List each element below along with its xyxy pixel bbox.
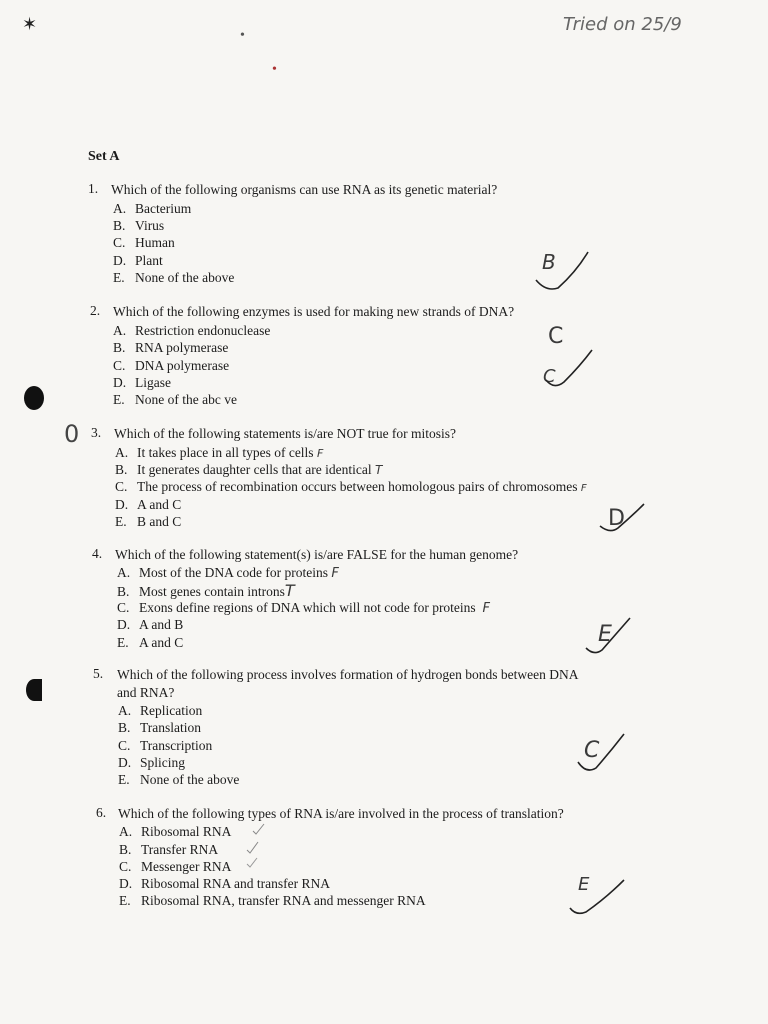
- check-mark-icon: [582, 614, 634, 658]
- option: C. Messenger RNA: [119, 859, 232, 874]
- check-mark-icon: [540, 346, 596, 392]
- option: E. None of the abc ve: [113, 392, 237, 407]
- option: D. A and B: [117, 617, 184, 632]
- handwritten-answer-alt: C: [543, 366, 556, 387]
- handwritten-answer: C: [584, 738, 600, 763]
- option: E. B and C: [115, 514, 182, 529]
- option: D. Splicing: [118, 755, 186, 770]
- option: B. Transfer RNA: [119, 842, 219, 857]
- option: E. A and C: [117, 635, 184, 650]
- handwritten-answer: E: [578, 874, 590, 895]
- option: B. RNA polymerase: [113, 340, 229, 355]
- option: D. Ligase: [113, 375, 171, 390]
- option: B. Translation: [118, 720, 202, 735]
- question-text: Which of the following process involves formation of hydrogen bonds between DNA: [117, 667, 579, 682]
- option: B. It generates daughter cells that are identical T: [115, 462, 383, 477]
- option: D. Plant: [113, 253, 163, 268]
- question-number: 4.: [92, 546, 103, 561]
- check-mark-icon: [566, 878, 628, 918]
- question-text: Which of the following statement(s) is/are FALSE for the human genome?: [115, 547, 519, 562]
- option: E. None of the above: [118, 772, 240, 787]
- option: C. Transcription: [118, 738, 213, 753]
- option: A. Ribosomal RNA: [119, 824, 232, 839]
- question-text: Which of the following organisms can use RNA as its genetic material?: [111, 182, 498, 197]
- ink-smudge: ✶: [22, 14, 38, 34]
- handwritten-answer: E: [598, 622, 612, 647]
- question-text: Which of the following enzymes is used for making new strands of DNA?: [113, 304, 515, 319]
- check-mark-icon: [596, 500, 648, 536]
- question-number: 2.: [90, 303, 101, 318]
- question-number: 3.: [91, 425, 102, 440]
- check-mark-icon: [574, 730, 628, 776]
- small-tick-icon: [246, 841, 260, 855]
- set-title: Set A: [88, 149, 120, 164]
- question-text-continued: and RNA?: [117, 685, 175, 700]
- check-mark-icon: [532, 248, 592, 294]
- handwritten-date-note: Tried on 25/9: [563, 14, 682, 35]
- option: D. A and C: [115, 497, 182, 512]
- option: A. Most of the DNA code for proteins F: [117, 565, 339, 581]
- margin-circle-note: 0: [64, 420, 80, 448]
- small-tick-icon: [246, 857, 258, 869]
- option: C. The process of recombination occurs between homologous pairs of chromosomes F: [115, 479, 587, 494]
- option: A. Replication: [118, 703, 203, 718]
- binder-hole: [24, 386, 44, 410]
- binder-hole: [26, 679, 42, 701]
- option: A. Bacterium: [113, 201, 192, 216]
- question-text: Which of the following types of RNA is/are involved in the process of translation?: [118, 806, 564, 821]
- option: B. Most genes contain intronsT: [117, 581, 295, 600]
- option: A. Restriction endonuclease: [113, 323, 271, 338]
- question-number: 5.: [93, 666, 104, 681]
- option: D. Ribosomal RNA and transfer RNA: [119, 876, 330, 891]
- option: C. DNA polymerase: [113, 358, 230, 373]
- option: E. Ribosomal RNA, transfer RNA and messenger RNA: [119, 893, 426, 908]
- option: E. None of the above: [113, 270, 235, 285]
- question-number: 1.: [88, 181, 99, 196]
- question-number: 6.: [96, 805, 107, 820]
- option: B. Virus: [113, 218, 165, 233]
- option: C. Exons define regions of DNA which will not code for proteins F: [117, 600, 490, 616]
- small-tick-icon: [252, 823, 266, 835]
- handwritten-answer: B: [542, 250, 556, 274]
- ink-smudge: •: [272, 62, 277, 77]
- ink-smudge: •: [240, 28, 245, 43]
- handwritten-answer: C: [548, 324, 564, 349]
- question-text: Which of the following statements is/are NOT true for mitosis?: [114, 426, 457, 441]
- handwritten-answer: D: [608, 506, 625, 531]
- option: C. Human: [113, 235, 175, 250]
- option: A. It takes place in all types of cells F: [115, 445, 324, 460]
